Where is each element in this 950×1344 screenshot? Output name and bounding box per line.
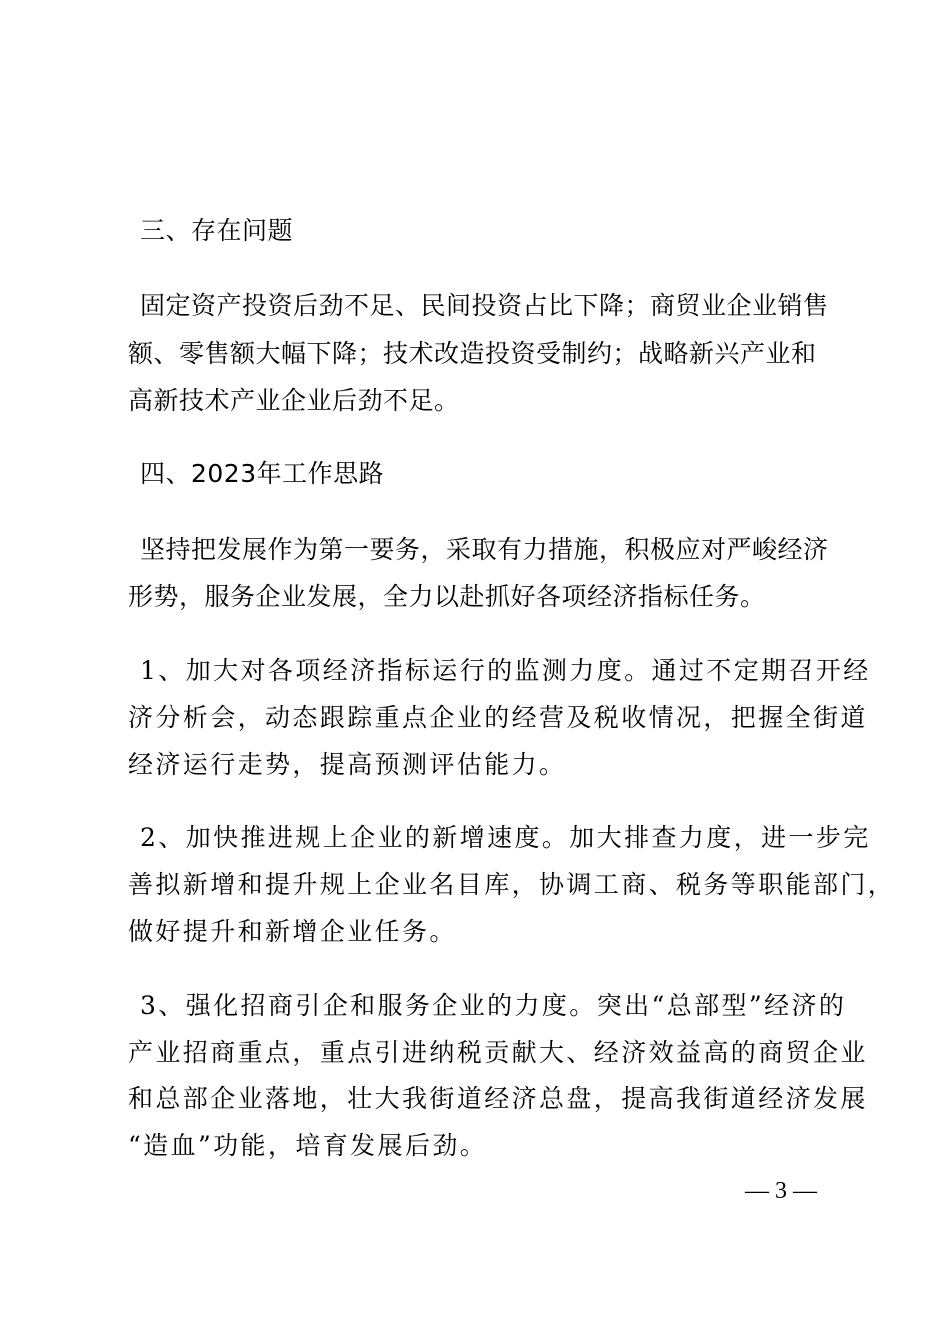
item-1-line-3: 经济运行走势，提高预测评估能力。 [128, 750, 567, 779]
item-1-line-1: 1、加大对各项经济指标运行的监测力度。通过不定期召开经 [140, 656, 871, 685]
work-plan-intro-line-2: 形势，服务企业发展，全力以赴抓好各项经济指标任务。 [128, 582, 766, 611]
problems-line-1: 固定资产投资后劲不足、民间投资占比下降；商贸业企业销售 [140, 291, 829, 320]
problems-line-3: 高新技术产业企业后劲不足。 [128, 386, 460, 415]
item-3-line-1: 3、强化招商引企和服务企业的力度。突出“总部型”经济的 [140, 991, 847, 1020]
section-heading-work-plan: 四、2023年工作思路 [140, 459, 385, 488]
item-3-line-2: 产业招商重点，重点引进纳税贡献大、经济效益高的商贸企业 [128, 1038, 868, 1067]
item-3-line-3: 和总部企业落地，壮大我街道经济总盘，提高我街道经济发展 [128, 1084, 868, 1113]
item-2-line-2: 善拟新增和提升规上企业名目库，协调工商、税务等职能部门， [128, 870, 896, 899]
item-2-line-1: 2、加快推进规上企业的新增速度。加大排查力度，进一步完 [140, 823, 871, 852]
work-plan-intro-line-1: 坚持把发展作为第一要务，采取有力措施，积极应对严峻经济 [140, 535, 829, 564]
page-number: — 3 — [745, 1178, 817, 1204]
item-1-line-2: 济分析会，动态跟踪重点企业的经营及税收情况，把握全街道 [128, 703, 868, 732]
item-2-line-3: 做好提升和新增企业任务。 [128, 917, 457, 946]
section-heading-problems: 三、存在问题 [140, 216, 294, 245]
problems-line-2: 额、零售额大幅下降；技术改造投资受制约；战略新兴产业和 [128, 339, 817, 368]
item-3-line-4: “造血”功能，培育发展后劲。 [128, 1131, 488, 1160]
